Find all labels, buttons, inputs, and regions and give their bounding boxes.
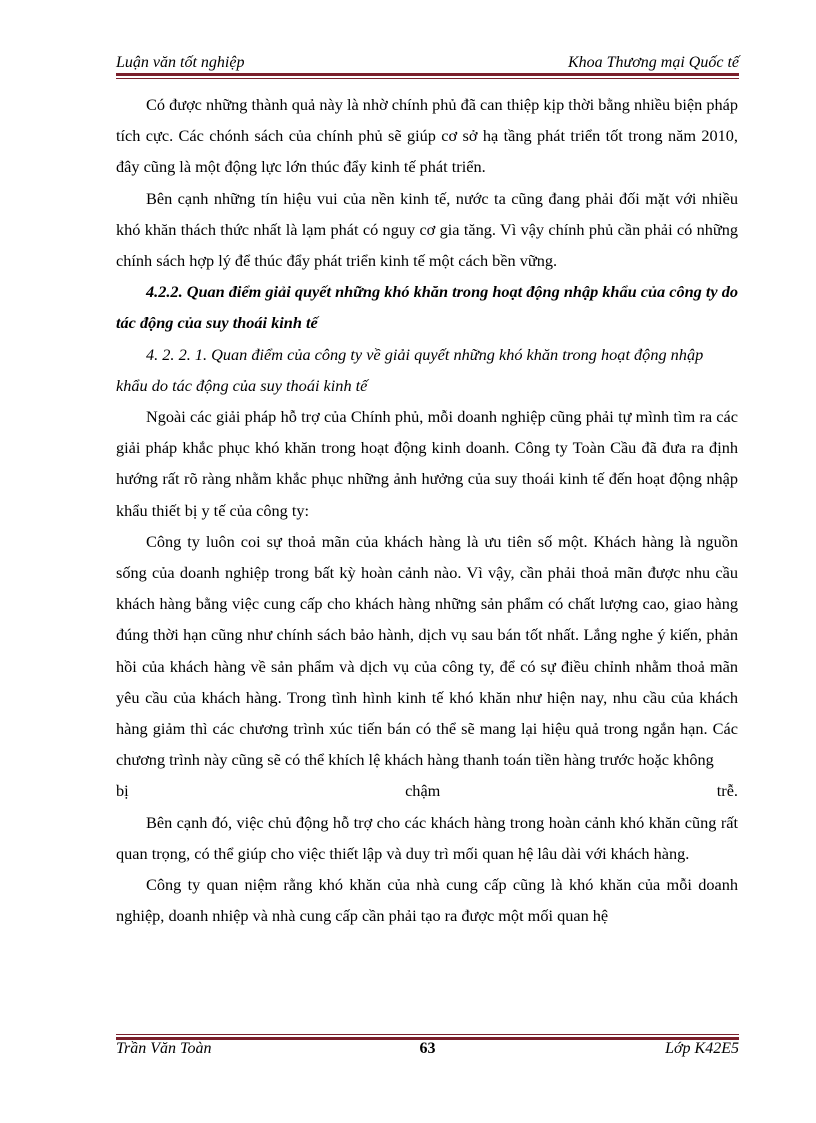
footer-rule-thin [116, 1034, 739, 1035]
footer-author: Trần Văn Toàn [116, 1040, 212, 1057]
header-rule-thin [116, 78, 739, 79]
paragraph-4-tail: bị chậm trễ. [116, 781, 738, 801]
header-thesis-title: Luận văn tốt nghiệp [116, 54, 245, 71]
page-header [116, 48, 739, 72]
page-number: 63 [419, 1040, 436, 1057]
paragraph-6: Công ty quan niệm rằng khó khăn của nhà cung cấp cũng là khó khăn của mỗi doanh nghiệp, doanh nhiệp và nhà cung cấp cần phải tạo ra được một mối quan hệ [116, 875, 738, 926]
paragraph-3: Ngoài các giải pháp hỗ trợ của Chính phủ, mỗi doanh nghiệp cũng phải tự mình tìm ra các giải pháp khắc phục khó khăn trong hoạt động kinh doanh. Công ty Toàn Cầu đã đưa ra định hướng rất rõ ràng nhằm khắc phục những ảnh hưởng của suy thoái kinh tế đến hoạt động nhập khẩu thiết bị y tế của công ty: [116, 407, 738, 520]
paragraph-5: Bên cạnh đó, việc chủ động hỗ trợ cho các khách hàng trong hoàn cảnh khó khăn cũng rất quan trọng, có thể giúp cho việc thiết lập và duy trì mối quan hệ lâu dài với khách hàng. [116, 812, 738, 863]
header-rule-thick [116, 73, 739, 76]
paragraph-2: Bên cạnh những tín hiệu vui của nền kinh tế, nước ta cũng đang phải đối mặt với nhiều khó khăn thách thức nhất là lạm phát có nguy cơ gia tăng. Vì vậy chính phủ cần phải có những chính sách hợp lý để thúc đẩy phát triển kinh tế một cách bền vững. [116, 188, 738, 271]
paragraph-1: Có được những thành quả này là nhờ chính phủ đã can thiệp kịp thời bằng nhiều biện pháp tích cực. Các chónh sách của chính phủ sẽ giúp cơ sở hạ tầng phát triển tốt trong năm 2010, đây cũng là một động lực lớn thúc đẩy kinh tế phát triển. [116, 95, 738, 177]
page-footer [116, 1040, 739, 1064]
footer-class: Lớp K42E5 [665, 1040, 739, 1057]
page-body [116, 89, 738, 931]
subsection-heading-4-2-2-1: 4. 2. 2. 1. Quan điểm của công ty về giải quyết những khó khăn trong hoạt động nhập khẩu do tác động của suy thoái kinh tế [116, 344, 704, 395]
paragraph-4: Công ty luôn coi sự thoả mãn của khách hàng là ưu tiên số một. Khách hàng là nguồn sống của doanh nghiệp trong bất kỳ hoàn cảnh nào. Vì vậy, cần phải thoả mãn được nhu cầu khách hàng bằng việc cung cấp cho khách hàng những sản phẩm có chất lượng cao, giao hàng đúng thời hạn cũng như chính sách bảo hành, dịch vụ sau bán tốt nhất. Lắng nghe ý kiến, phản hồi của khách hàng về sản phẩm và dịch vụ của công ty, để có sự điều chỉnh nhằm thoả mãn yêu cầu của khách hàng. Trong tình hình kinh tế khó khăn như hiện nay, nhu cầu của khách hàng giảm thì các chương trình xúc tiến bán có thể sẽ mang lại hiệu quả trong ngắn hạn. Các chương trình này cũng sẽ có thể khích lệ khách hàng thanh toán tiền hàng trước hoặc không [116, 531, 738, 770]
section-heading-4-2-2: 4.2.2. Quan điểm giải quyết những khó khăn trong hoạt động nhập khẩu của công ty do tác động của suy thoái kinh tế [116, 282, 738, 333]
header-faculty: Khoa Thương mại Quốc tế [567, 54, 739, 71]
